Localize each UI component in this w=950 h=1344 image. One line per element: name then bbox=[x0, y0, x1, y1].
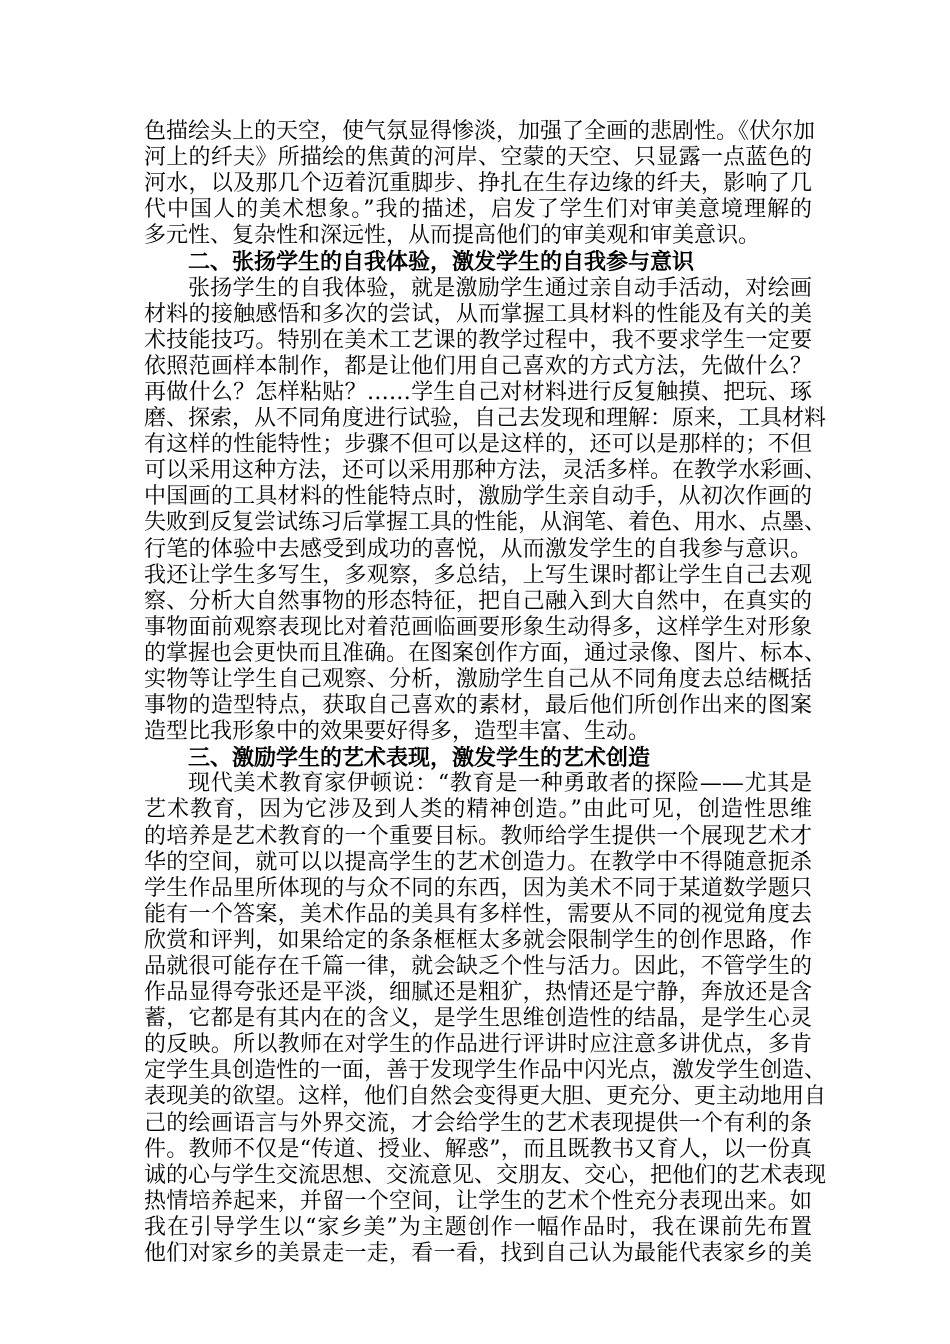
text-line: 品就很可能存在千篇一律，就会缺乏个性与活力。因此，不管学生的 bbox=[144, 954, 812, 979]
text-line: 我还让学生多写生，多观察，多总结，上写生课时都让学生自己去观 bbox=[144, 562, 812, 588]
text-line: 我在引导学生以“家乡美”为主题创作一幅作品时，我在课前先布置 bbox=[144, 1214, 812, 1240]
text-line: 察、分析大自然事物的形态特征，把自己融入到大自然中，在真实的 bbox=[144, 588, 812, 614]
text-line: 己的绘画语言与外界交流，才会给学生的艺术表现提供一个有利的条 bbox=[144, 1110, 812, 1136]
text-line: 实物等让学生自己观察、分析，激励学生自己从不同角度去总结概括 bbox=[144, 666, 812, 692]
paragraph-2 bbox=[144, 275, 827, 746]
text-line: 华的空间，就可以以提高学生的艺术创造力。在教学中不得随意扼杀 bbox=[144, 849, 812, 875]
text-line: 件。教师不仅是“传道、授业、解惑”，而且既教书又育人，以一份真 bbox=[144, 1136, 812, 1162]
text-line: 色描绘头上的天空，使气氛显得惨淡，加强了全画的悲剧性。《伏尔加 bbox=[144, 119, 816, 144]
text-line: 的反映。所以教师在对学生的作品进行评讲时应注意多讲优点，多肯 bbox=[144, 1032, 812, 1058]
text-line: 蓄，它都是有其内在的含义，是学生思维创造性的结晶，是学生心灵 bbox=[144, 1006, 812, 1032]
section-heading-3: 三、激励学生的艺术表现，激发学生的艺术创造 bbox=[188, 745, 651, 772]
text-line: 失败到反复尝试练习后掌握工具的性能，从润笔、着色、用水、点墨、 bbox=[144, 510, 827, 536]
text-line: 再做什么？怎样粘贴？……学生自己对材料进行反复触摸、把玩、琢 bbox=[144, 379, 812, 405]
text-line: 代中国人的美术想象。”我的描述，启发了学生们对审美意境理解的 bbox=[144, 197, 812, 223]
text-line: 术技能技巧。特别在美术工艺课的教学过程中，我不要求学生一定要 bbox=[144, 327, 812, 353]
text-line: 行笔的体验中去感受到成功的喜悦，从而激发学生的自我参与意识。 bbox=[144, 536, 812, 562]
text-line: 的培养是艺术教育的一个重要目标。教师给学生提供一个展现艺术才 bbox=[144, 823, 812, 849]
text-line: 中国画的工具材料的性能特点时，激励学生亲自动手，从初次作画的 bbox=[144, 484, 812, 510]
text-line: 材料的接触感悟和多次的尝试，从而掌握工具材料的性能及有关的美 bbox=[144, 301, 812, 327]
text-line: 的掌握也会更快而且准确。在图案创作方面，通过录像、图片、标本、 bbox=[144, 640, 827, 666]
text-line: 磨、探索，从不同角度进行试验，自己去发现和理解：原来，工具材料 bbox=[144, 406, 827, 432]
text-line: 有这样的性能特性；步骤不但可以是这样的，还可以是那样的；不但 bbox=[144, 432, 812, 458]
text-line: 他们对家乡的美景走一走，看一看，找到自己认为最能代表家乡的美 bbox=[144, 1241, 812, 1267]
text-line: 河上的纤夫》所描绘的焦黄的河岸、空蒙的天空、只显露一点蓝色的 bbox=[144, 145, 812, 171]
text-line: 依照范画样本制作，都是让他们用自己喜欢的方式方法，先做什么？ bbox=[144, 353, 812, 379]
text-line: 热情培养起来，并留一个空间，让学生的艺术个性充分表现出来。如 bbox=[144, 1188, 812, 1214]
text-line: 张扬学生的自我体验，就是激励学生通过亲自动手活动，对绘画 bbox=[188, 275, 812, 301]
paragraph-3 bbox=[144, 771, 827, 1267]
text-line: 诚的心与学生交流思想、交流意见、交朋友、交心，把他们的艺术表现 bbox=[144, 1162, 827, 1188]
paragraph-1 bbox=[144, 119, 816, 249]
text-line: 多元性、复杂性和深远性，从而提高他们的审美观和审美意识。 bbox=[144, 223, 761, 249]
text-line: 作品显得夸张还是平淡，细腻还是粗犷，热情还是宁静，奔放还是含 bbox=[144, 980, 812, 1006]
text-line: 能有一个答案，美术作品的美具有多样性，需要从不同的视觉角度去 bbox=[144, 901, 812, 927]
text-line: 表现美的欲望。这样，他们自然会变得更大胆、更充分、更主动地用自 bbox=[144, 1084, 827, 1110]
text-line: 河水，以及那几个迈着沉重脚步、挣扎在生存边缘的纤夫，影响了几 bbox=[144, 171, 812, 197]
text-line: 定学生具创造性的一面，善于发现学生作品中闪光点，激发学生创造、 bbox=[144, 1058, 827, 1084]
text-line: 艺术教育，因为它涉及到人类的精神创造。”由此可见，创造性思维 bbox=[144, 797, 812, 823]
text-line: 事物面前观察表现比对着范画临画要形象生动得多，这样学生对形象 bbox=[144, 614, 812, 640]
text-line: 可以采用这种方法，还可以采用那种方法，灵活多样。在教学水彩画、 bbox=[144, 458, 827, 484]
document-page bbox=[144, 119, 827, 1267]
section-heading-2: 二、张扬学生的自我体验，激发学生的自我参与意识 bbox=[188, 249, 695, 276]
text-line: 现代美术教育家伊顿说：“教育是一种勇敢者的探险——尤其是 bbox=[188, 771, 812, 797]
text-line: 事物的造型特点，获取自己喜欢的素材，最后他们所创作出来的图案 bbox=[144, 693, 812, 719]
text-line: 欣赏和评判，如果给定的条条框框太多就会限制学生的创作思路，作 bbox=[144, 927, 812, 953]
text-line: 学生作品里所体现的与众不同的东西，因为美术不同于某道数学题只 bbox=[144, 875, 812, 901]
text-line: 造型比我形象中的效果要好得多，造型丰富、生动。 bbox=[144, 719, 651, 745]
